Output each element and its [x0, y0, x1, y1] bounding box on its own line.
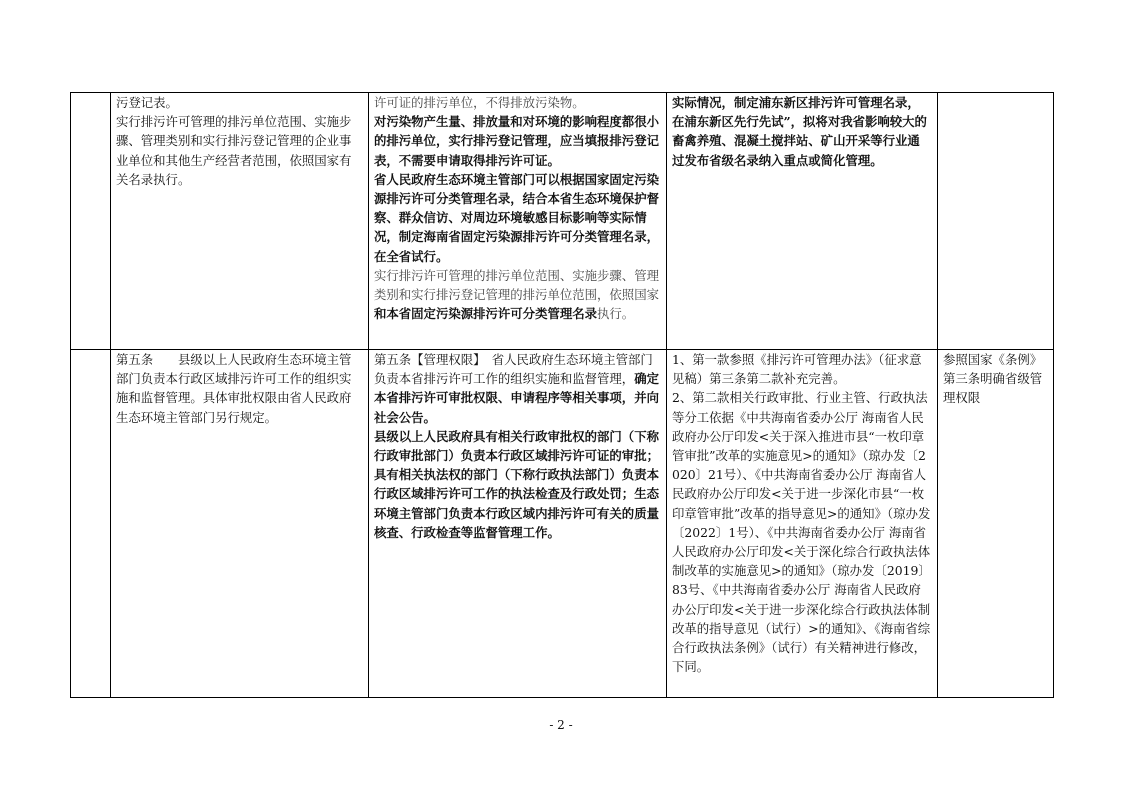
revision-reason-text: 实际情况，制定浦东新区排污许可管理名录，在浦东新区先行先试”，拟将对我省影响较大的畜禽养殖、混凝土搅拌站、矿山开采等行业通过发布省级名录纳入重点或简化管理。: [672, 95, 927, 168]
row-number-cell: [71, 93, 111, 350]
table-row: [71, 93, 1054, 350]
remark-cell: [938, 93, 1054, 350]
row-number-cell: [71, 350, 111, 698]
revised-text-cell: [369, 350, 667, 698]
original-text-paragraph: 污登记表。: [116, 95, 178, 110]
original-text-cell: [111, 350, 369, 698]
remark-text: 参照国家《条例》第三条明确省级管理权限: [943, 352, 1043, 406]
comparison-table: [70, 92, 1054, 698]
remark-cell: [938, 350, 1054, 698]
table-row: [71, 350, 1054, 698]
revision-reason-text: 1、第一款参照《排污许可管理办法》（征求意见稿）第三条第二款补充完善。 2、第二款相关行政审批、行业主管、行政执法等分工依据《中共海南省委办公厅 海南省人民政府办公厅印发<关于深入推进市县“一枚印章管审批”改革的实施意见>的通知》（琼办发〔2020〕21号）、《中共海南省委办公厅 海南省人民政府办公厅印发<关于进一步深化市县“一枚印章管审批”改革的指导意见>的通知》（琼办发〔2022〕1号）、《中共海南省委办公厅 海南省人民政府办公厅印发<关于深化综合行政执法体制改革的实施意见>的通知》（琼办发〔2019〕83号、《中共海南省委办公厅 海南省人民政府办公厅印发<关于进一步深化综合行政执法体制改革的指导意见（试行）>的通知》、《海南省综合行政执法条例》（试行）有关精神进行修改，下同。: [672, 352, 931, 675]
revised-text-paragraph: 许可证的排污单位，不得排放污染物。: [374, 95, 585, 110]
original-text-paragraph: 第五条 县级以上人民政府生态环境主管部门负责本行政区域排污许可工作的组织实施和监督管理。具体审批权限由省人民政府生态环境主管部门另行规定。: [116, 352, 352, 425]
revised-text-paragraph: 第五条【管理权限】 省人民政府生态环境主管部门负责本省排污许可工作的组织实施和监督管理，确定本省排污许可审批权限、申请程序等相关事项，并向社会公告。: [374, 352, 659, 425]
revision-reason-cell: [667, 93, 938, 350]
original-text-cell: [111, 93, 369, 350]
revised-text-paragraph: 省人民政府生态环境主管部门可以根据国家固定污染源排污许可分类管理名录，结合本省生态环境保护督察、群众信访、对周边环境敏感目标影响等实际情况，制定海南省固定污染源排污许可分类管理名录，在全省试行。: [374, 171, 659, 264]
original-text-paragraph: 实行排污许可管理的排污单位范围、实施步骤、管理类别和实行排污登记管理的企业事业单位和其他生产经营者范围，依照国家有关名录执行。: [116, 114, 352, 187]
revision-reason-cell: [667, 350, 938, 698]
revised-text-paragraph: 对污染物产生量、排放量和对环境的影响程度都很小的排污单位，实行排污登记管理，应当填报排污登记表，不需要申请取得排污许可证。: [374, 114, 659, 168]
revised-text-cell: [369, 93, 667, 350]
page-number: - 2 -: [549, 718, 573, 732]
revised-text-paragraph: 县级以上人民政府具有相关行政审批权的部门（下称行政审批部门）负责本行政区域排污许可证的审批；具有相关执法权的部门（下称行政执法部门）负责本行政区域排污许可工作的执法检查及行政处罚；生态环境主管部门负责本行政区域内排污许可有关的质量核查、行政检查等监督管理工作。: [374, 428, 659, 540]
revised-text-paragraph: 实行排污许可管理的排污单位范围、实施步骤、管理类别和实行排污登记管理的排污单位范围，依照国家和本省固定污染源排污许可分类管理名录执行。: [374, 267, 659, 322]
